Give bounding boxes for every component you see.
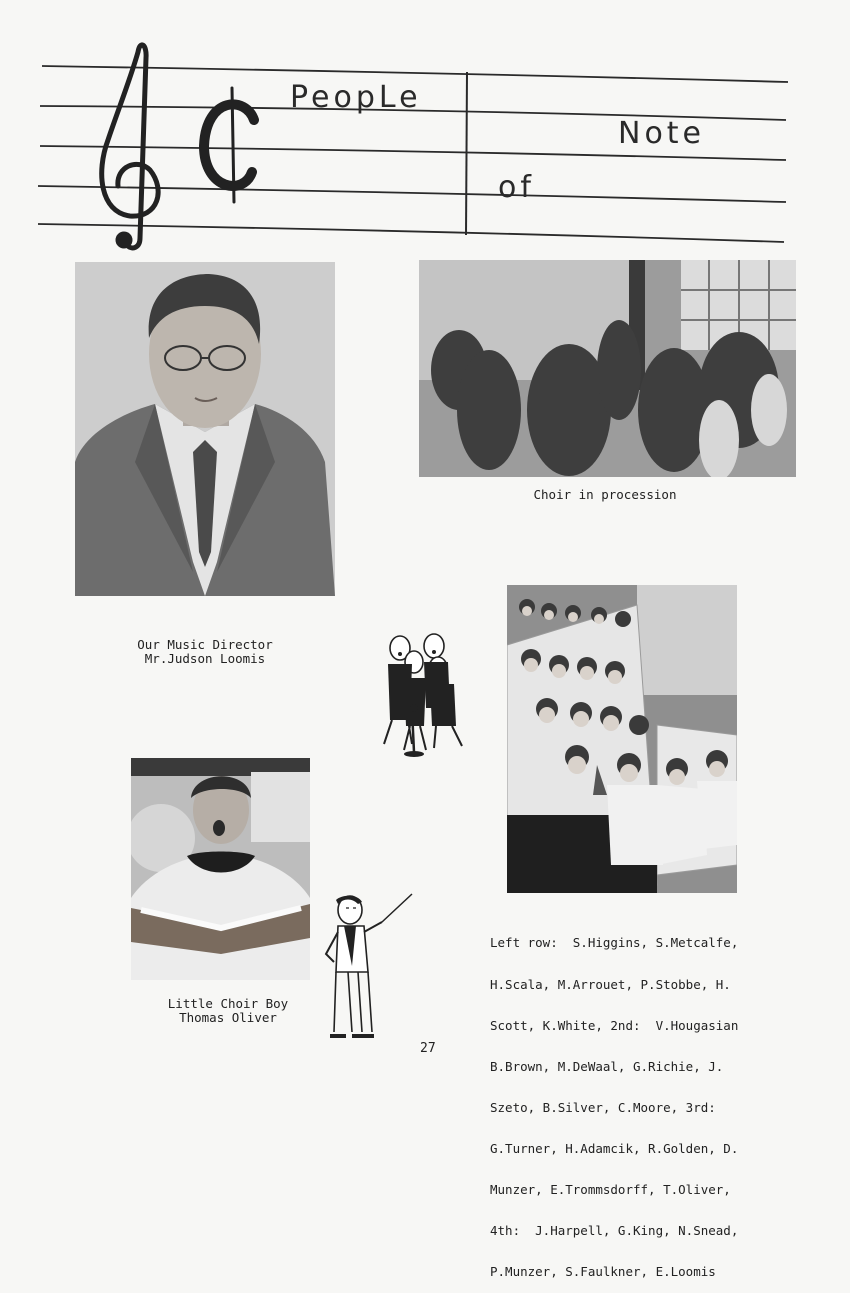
page-number: 27 (420, 1041, 436, 1056)
title-of: of (498, 170, 535, 205)
choir-boy-photo (131, 758, 310, 980)
singing-quartet-icon (374, 630, 474, 760)
choir-boy-caption-line1: Little Choir Boy (167, 996, 289, 1011)
roster-line: G.Turner, H.Adamcik, R.Golden, D. (490, 1140, 739, 1156)
roster-line: B.Brown, M.DeWaal, G.Richie, J. (490, 1058, 724, 1074)
title-note: Note (618, 116, 706, 151)
roster-line: Munzer, E.Trommsdorff, T.Oliver, (490, 1182, 731, 1198)
choir-procession-photo (419, 260, 796, 477)
roster-line: P.Munzer, S.Faulkner, E.Loomis (490, 1264, 716, 1280)
roster-line: 4th: J.Harpell, G.King, N.Snead, (490, 1223, 739, 1239)
music-staff-header (0, 0, 850, 260)
title-people: PeopLe (290, 80, 422, 115)
bar-line (466, 72, 467, 235)
director-caption-line2: Mr.Judson Loomis (144, 651, 266, 666)
procession-caption: Choir in procession (533, 487, 677, 502)
roster-line: Left row: S.Higgins, S.Metcalfe, (490, 935, 739, 951)
staff-line (38, 186, 786, 202)
director-portrait-photo (75, 262, 335, 596)
director-caption-line1: Our Music Director (137, 637, 273, 652)
roster-line: Scott, K.White, 2nd: V.Hougasian (490, 1017, 739, 1033)
conductor-icon (322, 892, 416, 1038)
cut-time-icon (204, 88, 254, 202)
choir-group-photo (507, 585, 737, 893)
roster-line: Szeto, B.Silver, C.Moore, 3rd: (490, 1099, 716, 1115)
choir-boy-caption-line2: Thomas Oliver (179, 1010, 277, 1025)
choir-roster-caption (490, 909, 738, 1293)
staff-line (38, 224, 784, 242)
roster-line: H.Scala, M.Arrouet, P.Stobbe, H. (490, 976, 731, 992)
